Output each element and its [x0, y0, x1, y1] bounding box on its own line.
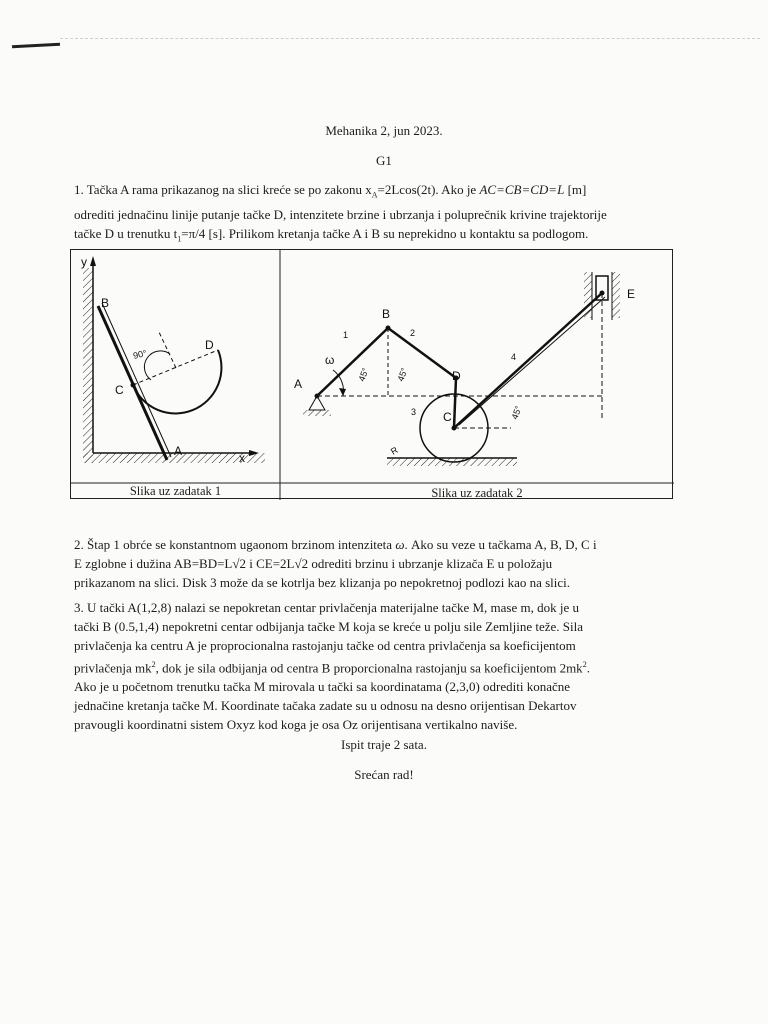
- fig2-omega-label: ω: [325, 353, 335, 367]
- scan-edge-line: [60, 38, 760, 39]
- figure-1-drawing: [81, 255, 265, 465]
- fig2-B-label: B: [382, 307, 391, 321]
- problem-1: 1. Tačka A rama prikazanog na slici kreće se po zakonu $x_A=2Lcos(2t)$. Ako je AC=CB=CD=L [m] odrediti jednačinu linije putanje tačke D, intenzitete brzine i ubrzanja i poluprečnik krivine trajektorije tačke D u trenutku $t_1=\pi/4$ [s]. Prilikom kretanja tačke A i B su neprekidno u kontaktu sa podlogom.: [74, 182, 607, 244]
- figure-1-caption: Slika uz zadatak 1: [129, 484, 222, 498]
- fig2-angle-3: 45°: [509, 404, 524, 421]
- fig2-E-label: E: [627, 287, 636, 301]
- fig1-x-label: x: [239, 451, 245, 465]
- fig1-angle-label: 90°: [132, 347, 148, 361]
- fig2-D-label: D: [452, 369, 461, 383]
- figures-svg: [71, 250, 674, 500]
- figure-2-caption: Slika uz zadatak 2: [431, 486, 523, 500]
- fig1-A-label: A: [174, 444, 183, 458]
- fig2-angle-1: 45°: [356, 366, 371, 383]
- closing-wish: Srećan rad!: [354, 767, 414, 782]
- fig1-C-label: C: [115, 383, 124, 397]
- exam-duration: Ispit traje 2 sata.: [341, 737, 427, 752]
- group-label: G1: [376, 153, 392, 168]
- problem-3: 3. U tački A(1,2,8) nalazi se nepokretan centar privlačenja materijalne tačke M, mase m, dok je u tački B (0.5,1,4) nepokretni centar odbijanja tačke M koja se kreće u polju sile Zemljine teže. Sila privlačenja ka centru A je proprocionalna rastojanju tačke od centra privlačenja sa koeficijentom privlačenja $mk^2$, dok je sila odbijanja od centra B proporcionalna rastojanju sa koeficijentom $2mk^2$. Ako je u početnom trenutku tačka M mirovala u tački sa koordinatama (2,3,0) odrediti konačne jednačine kretanja tačke M. Koordinate tačaka zadate su u odnosu na desno orijentisan Dekartov pravougli koordinatni sistem Oxyz kod koga je osa Oz orijentisana vertikalno naviše.: [74, 600, 590, 733]
- fig2-angle-2: 45°: [395, 366, 410, 383]
- scan-mark: [12, 43, 60, 49]
- problem-2: 2. Štap 1 obrće se konstantnom ugaonom brzinom intenziteta ω. Ako su veze u tačkama A, B, D, C i E zglobne i dužina AB=BD=L√2 i CE=2L√2 odrediti brzinu i ubrzanje klizača E u položaju prikazanom na slici. Disk 3 može da se kotrlja bez klizanja po nepokretnoj podlozi kao na slici.: [74, 537, 597, 590]
- fig2-A-label: A: [294, 377, 303, 391]
- fig2-num-3: 3: [411, 407, 417, 417]
- figure-2-drawing: [294, 272, 635, 466]
- fig2-radius-label: R: [389, 444, 400, 457]
- fig2-num-2: 2: [410, 328, 416, 338]
- fig2-num-1: 1: [343, 330, 349, 340]
- fig2-num-4: 4: [511, 352, 517, 362]
- figure-box: [70, 249, 673, 499]
- course-title: Mehanika 2, jun 2023.: [325, 123, 443, 138]
- fig1-D-label: D: [205, 338, 214, 352]
- fig2-C-label: C: [443, 410, 452, 424]
- fig1-y-label: y: [81, 255, 87, 269]
- fig1-B-label: B: [101, 296, 110, 310]
